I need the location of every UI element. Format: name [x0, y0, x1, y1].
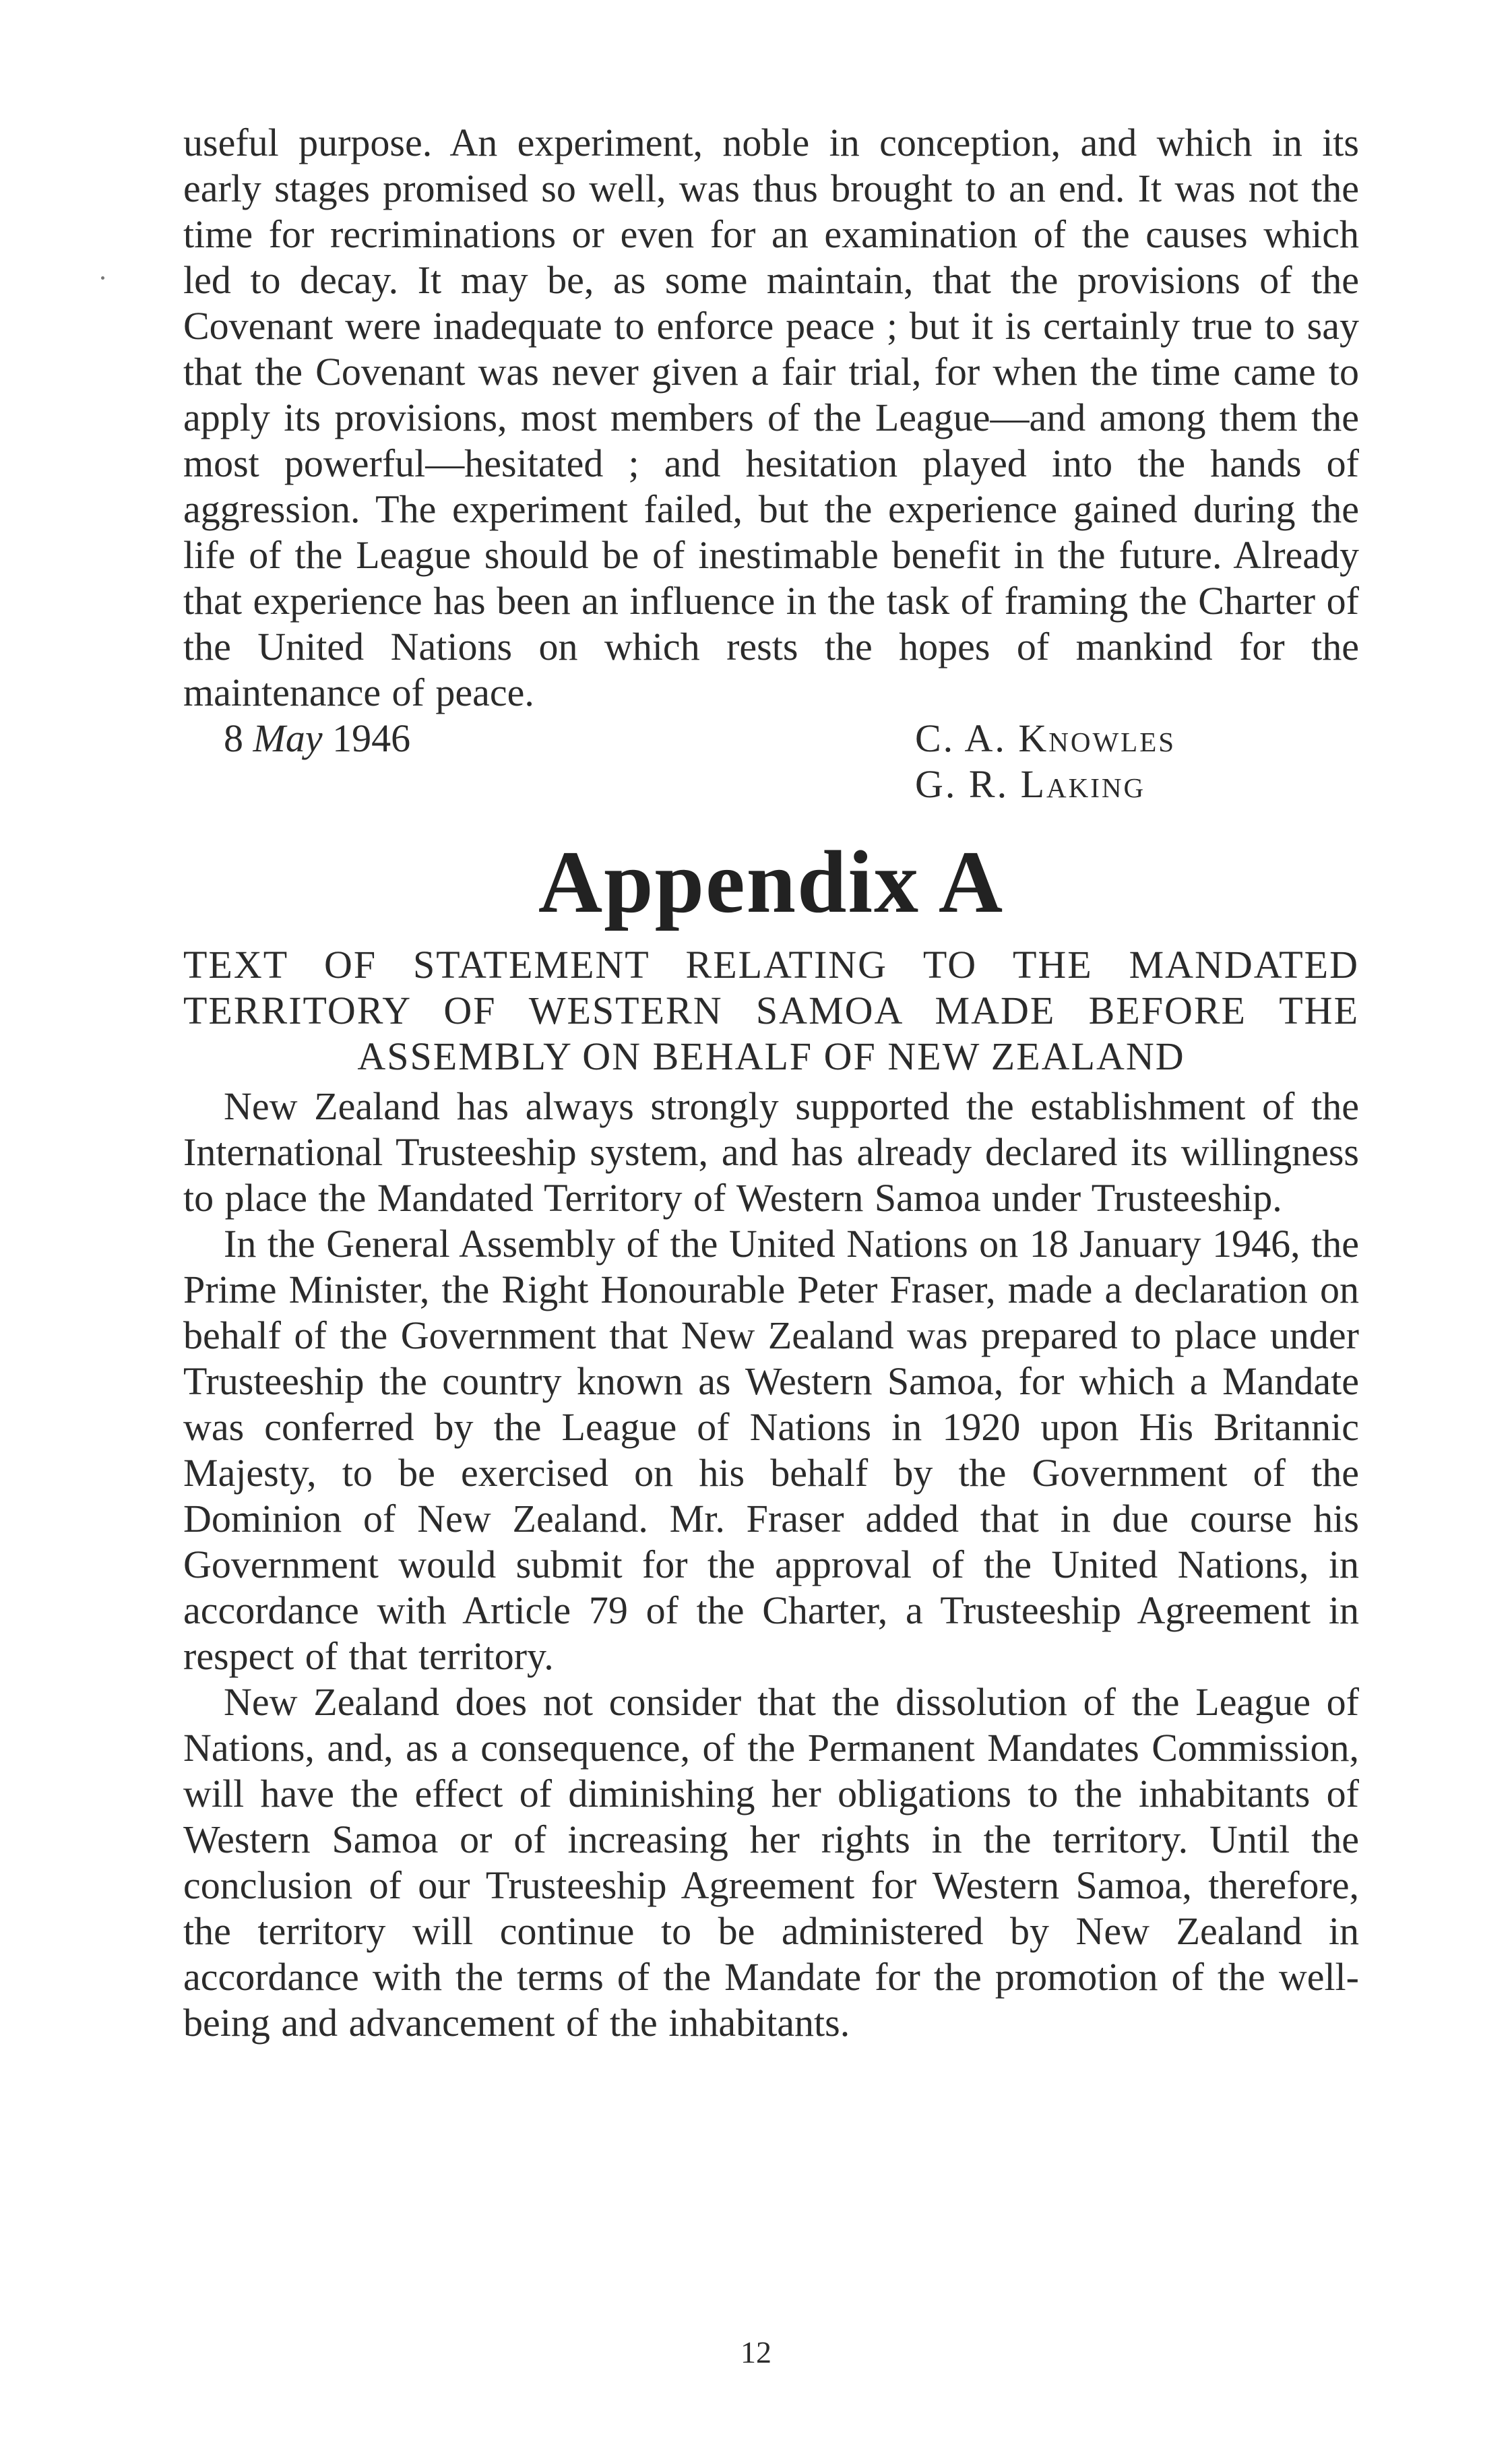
- page-body: [183, 120, 1359, 2046]
- page-number: 12: [741, 2335, 771, 2369]
- appendix-paragraph-2: In the General Assembly of the United Nations on 18 January 1946, the Prime Minister, the Right Honourable Peter Fraser, made a declaration on behalf of the Government that New Zealand was prepared to place under Trusteeship the country known as Western Samoa, for which a Mandate was conferred by the League of Nations in 1920 upon His Britannic Majesty, to be exercised on his behalf by the Government of the Dominion of New Zealand. Mr. Fraser added that in due course his Government would submit for the approval of the United Nations, in accordance with Article 79 of the Charter, a Trusteeship Agreement in respect of that territory.: [183, 1222, 1359, 1678]
- appendix-title: Appendix A: [538, 832, 1005, 931]
- appendix-paragraph-3: New Zealand does not consider that the dissolution of the League of Nations, and, as a consequence, of the Permanent Mandates Commission, will have the effect of diminishing her obligations to the inhabitants of Western Samoa or of increasing her rights in the territory. Until the conclusion of our Trusteeship Agreement for Western Samoa, therefore, the territory will continue to be administered by New Zealand in accordance with the terms of the Mandate for the promotion of the well-being and advancement of the inhabitants.: [183, 1680, 1359, 2045]
- appendix-paragraph-1: New Zealand has always strongly supported the establishment of the International Trusteeship system, and has already declared its willingness to place the Mandated Territory of Western Samoa under Trusteeship.: [183, 1084, 1359, 1220]
- appendix-heading: TEXT OF STATEMENT RELATING TO THE MANDATED TERRITORY OF WESTERN SAMOA MADE BEFORE THE ASSEMBLY ON BEHALF OF NEW ZEALAND: [183, 943, 1359, 1078]
- opening-paragraph: useful purpose. An experiment, noble in conception, and which in its early stages promised so well, was thus brought to an end. It was not the time for recriminations or even for an examination of the causes which led to decay. It may be, as some maintain, that the provisions of the Covenant were inadequate to enforce peace ; but it is certainly true to say that the Covenant was never given a fair trial, for when the time came to apply its provisions, most members of the League—and among them the most powerful—hesitated ; and hesitation played into the hands of aggression. The experiment failed, but the experience gained during the life of the League should be of inestimable benefit in the future. Already that experience has been an influence in the task of framing the Charter of the United Nations on which rests the hopes of mankind for the maintenance of peace.: [183, 121, 1359, 714]
- date-month: May: [253, 716, 323, 760]
- date-day: 8: [224, 716, 243, 760]
- margin-speck: [101, 276, 104, 280]
- dateline: [224, 716, 410, 761]
- signatory-2: G. R. Laking: [915, 762, 1146, 806]
- signatory-1: C. A. Knowles: [915, 716, 1176, 760]
- date-year: 1946: [332, 716, 411, 760]
- dateline-signature-block: [183, 716, 1359, 807]
